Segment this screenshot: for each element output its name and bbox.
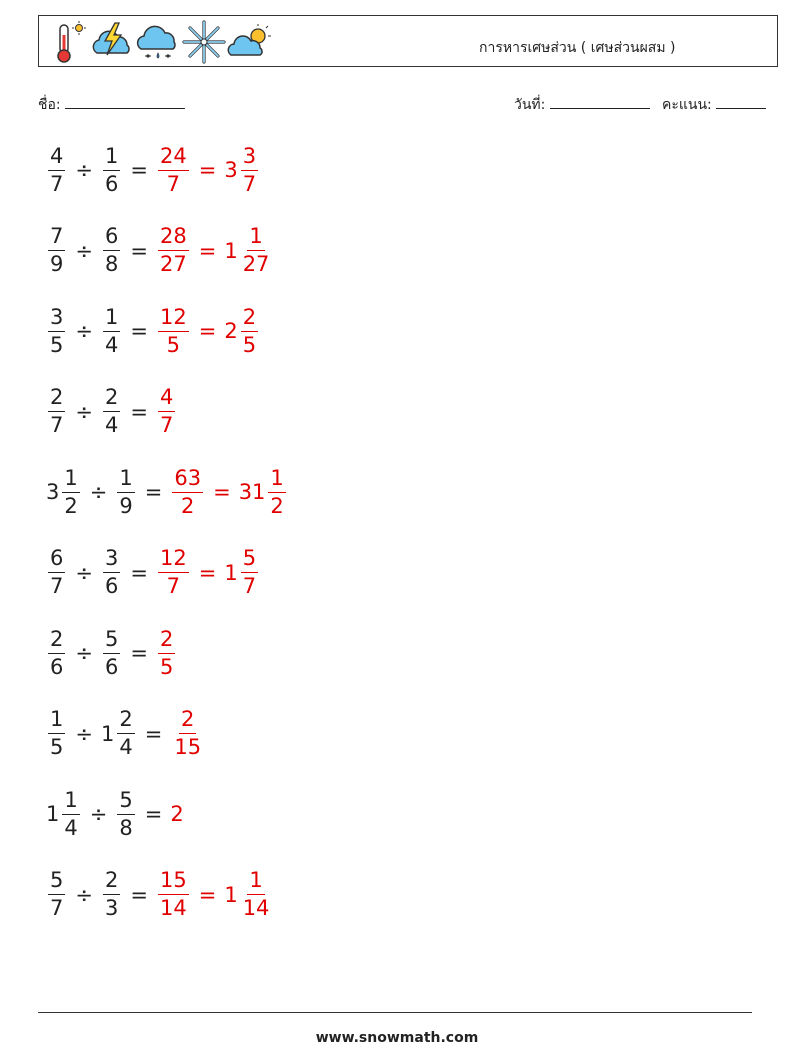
- answer-whole: 2: [224, 319, 238, 343]
- divisor-fraction: [103, 548, 120, 597]
- dividend-denominator: 9: [50, 252, 64, 276]
- divisor-fraction: [117, 709, 134, 758]
- divide-sign: ÷: [89, 802, 108, 826]
- equals-sign: =: [198, 158, 217, 182]
- divisor-numerator: 2: [103, 870, 120, 895]
- answer-denominator: 7: [166, 574, 181, 598]
- dividend-fraction: [62, 465, 79, 518]
- dividend-denominator: 4: [64, 815, 78, 840]
- divisor-numerator: 2: [117, 709, 134, 734]
- answer-denominator: 14: [159, 896, 187, 920]
- dividend-denominator: 2: [64, 493, 78, 518]
- dividend-fraction: [48, 870, 65, 919]
- equals-sign: =: [130, 641, 148, 665]
- problem-row: [46, 301, 260, 361]
- divisor-denominator: 4: [119, 735, 133, 759]
- equals-sign: =: [130, 399, 148, 424]
- answer: [170, 802, 184, 826]
- answer: [156, 870, 273, 919]
- dividend-denominator: 6: [50, 654, 64, 679]
- equals-sign: =: [198, 319, 217, 343]
- divide-sign: ÷: [75, 238, 93, 263]
- divisor-numerator: 2: [103, 387, 120, 412]
- score-field: [662, 94, 766, 116]
- problem-row: [46, 865, 273, 925]
- problem-row: [46, 704, 205, 764]
- answer-fraction: [172, 465, 203, 518]
- name-label: ชื่อ:: [38, 97, 61, 113]
- dividend-numerator: 1: [62, 790, 79, 815]
- dividend-numerator: 7: [48, 226, 65, 251]
- worksheet-title: การหารเศษส่วน ( เศษส่วนผสม ): [479, 40, 676, 56]
- name-blank[interactable]: [65, 96, 185, 109]
- answer-denominator: 7: [242, 171, 257, 196]
- answer-denominator: 14: [242, 896, 270, 920]
- dividend-fraction: [48, 143, 65, 196]
- dividend-fraction: [48, 626, 65, 679]
- dividend-denominator: 5: [50, 332, 64, 357]
- answer-fraction: [268, 465, 285, 518]
- answer-denominator: 7: [166, 171, 181, 196]
- answer-fraction: [158, 870, 189, 919]
- dividend-fraction: [48, 709, 65, 758]
- equals-sign: =: [198, 238, 217, 263]
- dividend-numerator: 1: [62, 468, 79, 493]
- divisor-denominator: 4: [104, 413, 119, 437]
- divisor-denominator: 8: [104, 252, 119, 276]
- divide-sign: ÷: [75, 560, 93, 585]
- answer-denominator: 15: [174, 735, 202, 759]
- divisor-whole: 1: [100, 721, 115, 746]
- divide-sign: ÷: [75, 641, 93, 665]
- answer-numerator: 12: [158, 307, 189, 332]
- dividend-numerator: 4: [48, 146, 65, 171]
- answer-fraction: [241, 548, 258, 597]
- answer-fraction: [241, 143, 258, 196]
- score-label: คะแนน:: [662, 97, 712, 113]
- divisor-numerator: 1: [117, 468, 134, 493]
- answer-whole: 1: [224, 882, 238, 907]
- divide-sign: ÷: [89, 480, 108, 504]
- problem-row: [46, 543, 260, 603]
- dividend-fraction: [48, 548, 65, 597]
- dividend-denominator: 7: [50, 413, 64, 437]
- divisor-denominator: 9: [119, 493, 133, 518]
- divide-sign: ÷: [75, 399, 93, 424]
- answer-whole: 1: [224, 560, 238, 585]
- answer-whole: 2: [170, 802, 184, 826]
- problem-row: [46, 462, 288, 522]
- answer-fraction: [158, 226, 189, 275]
- divisor-fraction: [103, 226, 120, 275]
- answer-fraction: [241, 870, 272, 919]
- equals-sign: =: [144, 480, 163, 504]
- date-label: วันที่:: [514, 97, 546, 113]
- dividend-whole: 1: [46, 802, 60, 826]
- answer-numerator: 1: [247, 226, 264, 251]
- answer: [156, 387, 177, 436]
- dividend-denominator: 7: [50, 574, 64, 598]
- answer: [156, 143, 260, 196]
- answer-whole: 1: [224, 238, 238, 263]
- equals-sign: =: [144, 721, 163, 746]
- answer: [170, 465, 287, 518]
- problem-row: [46, 784, 185, 844]
- answer: [156, 626, 177, 679]
- divisor-numerator: 6: [103, 226, 120, 251]
- dividend-denominator: 7: [50, 171, 64, 196]
- equals-sign: =: [130, 238, 148, 263]
- dividend-numerator: 2: [48, 387, 65, 412]
- dividend-numerator: 5: [48, 870, 65, 895]
- answer-fraction: [158, 548, 189, 597]
- snowflake-icon: [181, 19, 227, 65]
- divisor-numerator: 1: [103, 146, 120, 171]
- answer-numerator: 1: [268, 468, 285, 493]
- answer-numerator: 2: [158, 629, 175, 654]
- divisor-denominator: 6: [104, 171, 119, 196]
- answer-fraction: [241, 226, 272, 275]
- problem-row: [46, 382, 177, 442]
- sun-cloud-icon: [227, 19, 273, 65]
- answer-fraction: [158, 387, 175, 436]
- answer-numerator: 2: [179, 709, 196, 734]
- dividend-fraction: [48, 304, 65, 357]
- dividend-whole: 3: [46, 480, 60, 504]
- equals-sign: =: [213, 480, 231, 504]
- divisor-fraction: [103, 387, 120, 436]
- divisor-denominator: 6: [104, 654, 119, 679]
- equals-sign: =: [198, 560, 217, 585]
- equals-sign: =: [130, 319, 148, 343]
- equals-sign: =: [130, 158, 148, 182]
- name-field: [38, 94, 185, 116]
- answer-numerator: 4: [158, 387, 175, 412]
- answer-numerator: 1: [247, 870, 264, 895]
- answer-numerator: 24: [158, 146, 189, 171]
- answer-whole: 31: [238, 480, 266, 504]
- answer-denominator: 2: [270, 493, 284, 518]
- score-blank[interactable]: [716, 96, 766, 109]
- problem-row: [46, 623, 177, 683]
- dividend-denominator: 5: [50, 735, 64, 759]
- equals-sign: =: [130, 882, 148, 907]
- divisor-fraction: [103, 143, 120, 196]
- dividend-fraction: [48, 387, 65, 436]
- footer-url: www.snowmath.com: [315, 1030, 479, 1046]
- divisor-fraction: [103, 626, 120, 679]
- answer-denominator: 5: [242, 332, 257, 357]
- weather-icons: [51, 19, 273, 65]
- date-field: [514, 94, 650, 116]
- problem-row: [46, 140, 260, 200]
- answer-numerator: 5: [241, 548, 258, 573]
- divisor-denominator: 3: [104, 896, 119, 920]
- divisor-numerator: 3: [103, 548, 120, 573]
- answer-fraction: [172, 709, 203, 758]
- answer-numerator: 15: [158, 870, 189, 895]
- answer-fraction: [158, 626, 175, 679]
- answer-denominator: 27: [159, 252, 187, 276]
- equals-sign: =: [130, 560, 148, 585]
- answer-fraction: [241, 304, 258, 357]
- answer-fraction: [158, 304, 189, 357]
- answer-denominator: 5: [159, 654, 174, 679]
- answer: [156, 226, 273, 275]
- dividend-numerator: 3: [48, 307, 65, 332]
- date-blank[interactable]: [550, 96, 650, 109]
- divisor-numerator: 1: [103, 307, 120, 332]
- dividend-numerator: 2: [48, 629, 65, 654]
- answer-whole: 3: [224, 158, 238, 182]
- header-box: [38, 15, 778, 67]
- divisor-fraction: [117, 465, 134, 518]
- dividend-numerator: 6: [48, 548, 65, 573]
- divide-sign: ÷: [75, 882, 93, 907]
- divisor-denominator: 6: [104, 574, 119, 598]
- divisor-fraction: [103, 304, 120, 357]
- divisor-denominator: 8: [119, 815, 133, 840]
- thermometer-sun-icon: [51, 19, 89, 65]
- problem-row: [46, 221, 273, 281]
- divisor-numerator: 5: [117, 790, 134, 815]
- divide-sign: ÷: [75, 319, 93, 343]
- divide-sign: ÷: [75, 158, 93, 182]
- answer-fraction: [158, 143, 189, 196]
- rain-cloud-icon: [135, 19, 181, 65]
- equals-sign: =: [144, 802, 163, 826]
- divisor-fraction: [103, 870, 120, 919]
- answer-numerator: 3: [241, 146, 258, 171]
- footer-divider: [38, 1012, 752, 1013]
- answer-denominator: 7: [159, 413, 174, 437]
- divisor-fraction: [117, 787, 134, 840]
- divisor-denominator: 4: [104, 332, 119, 357]
- dividend-fraction: [48, 226, 65, 275]
- divide-sign: ÷: [75, 721, 93, 746]
- answer-denominator: 2: [181, 493, 195, 518]
- dividend-numerator: 1: [48, 709, 65, 734]
- answer-numerator: 2: [241, 307, 258, 332]
- dividend-denominator: 7: [50, 896, 64, 920]
- answer: [170, 709, 205, 758]
- answer: [156, 304, 260, 357]
- answer-numerator: 12: [158, 548, 189, 573]
- lightning-cloud-icon: [89, 19, 135, 65]
- dividend-fraction: [62, 787, 79, 840]
- equals-sign: =: [198, 882, 217, 907]
- answer-denominator: 5: [166, 332, 181, 357]
- divisor-numerator: 5: [103, 629, 120, 654]
- answer-denominator: 7: [242, 574, 257, 598]
- answer-numerator: 63: [172, 468, 203, 493]
- answer: [156, 548, 260, 597]
- answer-denominator: 27: [242, 252, 270, 276]
- answer-numerator: 28: [158, 226, 189, 251]
